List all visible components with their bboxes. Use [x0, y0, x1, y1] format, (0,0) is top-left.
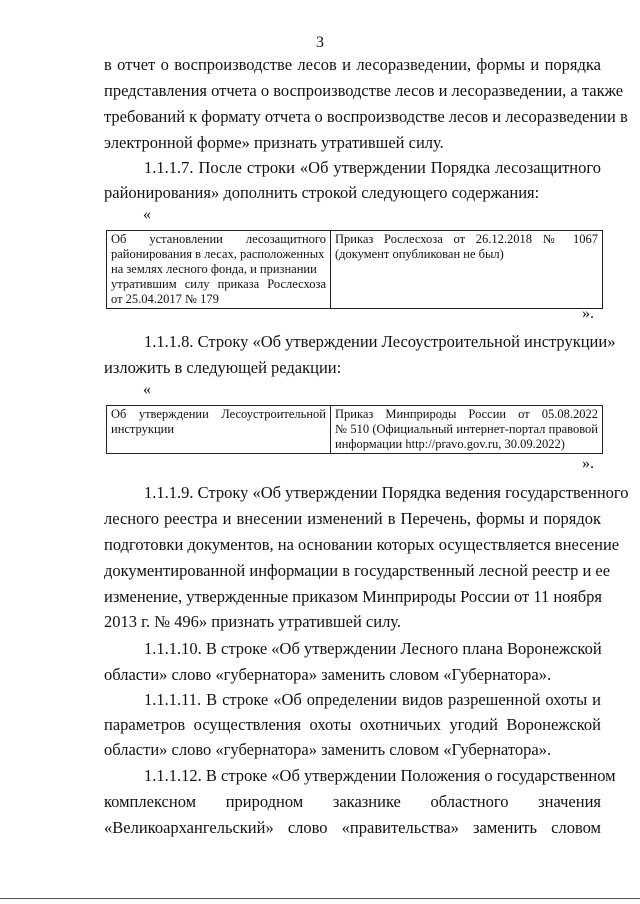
- table-row: [107, 406, 603, 454]
- item-1117-line: районирования» дополнить строкой следующего содержания:: [104, 183, 540, 202]
- cell-line: утратившим силу приказа Рослесхоза: [111, 277, 326, 291]
- quote-close: ».: [582, 455, 594, 472]
- text-line: представления отчета о воспроизводстве лесов и лесоразведении, а также: [104, 81, 624, 100]
- cell-line: инструкции: [111, 422, 175, 436]
- item-11110-line: области» слово «губернатора» заменить словом «Губернатора».: [104, 665, 552, 684]
- page-number: 3: [316, 34, 324, 51]
- item-1119-line: 2013 г. № 496» признать утратившей силу.: [104, 612, 402, 631]
- item-11112-line: «Великоархангельский» слово «правительства» заменить словом: [104, 818, 601, 837]
- table-row: [107, 231, 603, 309]
- page-bottom-rule: [0, 898, 640, 899]
- item-1118-line: изложить в следующей редакции:: [104, 358, 342, 377]
- item-11112-line: комплексном природном заказнике областного значения: [104, 792, 601, 811]
- cell-line: Об установлении лесозащитного: [111, 232, 326, 246]
- cell-line: (документ опубликован не был): [335, 247, 504, 261]
- quote-open: «: [143, 206, 151, 223]
- table-cell-source: [331, 231, 603, 309]
- insert-table-1: [106, 230, 603, 309]
- item-11111-line: области» слово «губернатора» заменить словом «Губернатора».: [104, 740, 552, 759]
- cell-line: Приказ Минприроды России от 05.08.2022: [335, 407, 598, 421]
- item-1118-line: 1.1.1.8. Строку «Об утверждении Лесоустроительной инструкции»: [144, 332, 616, 351]
- item-1119-line: подготовки документов, на основании которых осуществляется внесение: [104, 535, 620, 554]
- insert-table-2: [106, 405, 603, 454]
- cell-line: № 510 (Официальный интернет-портал правовой: [335, 422, 598, 436]
- text-line: электронной форме» признать утратившей силу.: [104, 133, 444, 152]
- cell-line: от 25.04.2017 № 179: [111, 292, 219, 306]
- item-11111-line: 1.1.1.11. В строке «Об определении видов разрешенной охоты и: [144, 690, 601, 709]
- item-11111-line: параметров осуществления охоты охотничьих угодий Воронежской: [104, 715, 601, 734]
- cell-line: Приказ Рослесхоза от 26.12.2018 № 1067: [335, 232, 598, 246]
- item-1119-line: изменение, утвержденные приказом Минприроды России от 11 ноября: [104, 587, 602, 606]
- item-1119-line: лесного реестра и внесении изменений в Перечень, формы и порядок: [104, 509, 601, 528]
- item-1119-line: 1.1.1.9. Строку «Об утверждении Порядка ведения государственного: [144, 483, 629, 502]
- cell-line: Об утверждении Лесоустроительной: [111, 407, 326, 421]
- table-cell-title: [107, 406, 331, 454]
- item-11110-line: 1.1.1.10. В строке «Об утверждении Лесного плана Воронежской: [144, 639, 602, 658]
- table-cell-source: [331, 406, 603, 454]
- cell-line: районирования в лесах, расположенных: [111, 247, 325, 261]
- item-11112-line: 1.1.1.12. В строке «Об утверждении Положения о государственном: [144, 766, 616, 785]
- quote-open: «: [143, 381, 151, 398]
- text-line: в отчет о воспроизводстве лесов и лесоразведении, формы и порядка: [104, 55, 601, 74]
- cell-line: на землях лесного фонда, и признании: [111, 262, 317, 276]
- text-line: требований к формату отчета о воспроизводстве лесов и лесоразведении в: [104, 107, 628, 126]
- quote-close: ».: [582, 305, 594, 322]
- table-cell-title: [107, 231, 331, 309]
- cell-line: информации http://pravo.gov.ru, 30.09.2022): [335, 437, 565, 451]
- item-1117-line: 1.1.1.7. После строки «Об утверждении Порядка лесозащитного: [144, 158, 601, 177]
- item-1119-line: документированной информации в государственный лесной реестр и ее: [104, 561, 611, 580]
